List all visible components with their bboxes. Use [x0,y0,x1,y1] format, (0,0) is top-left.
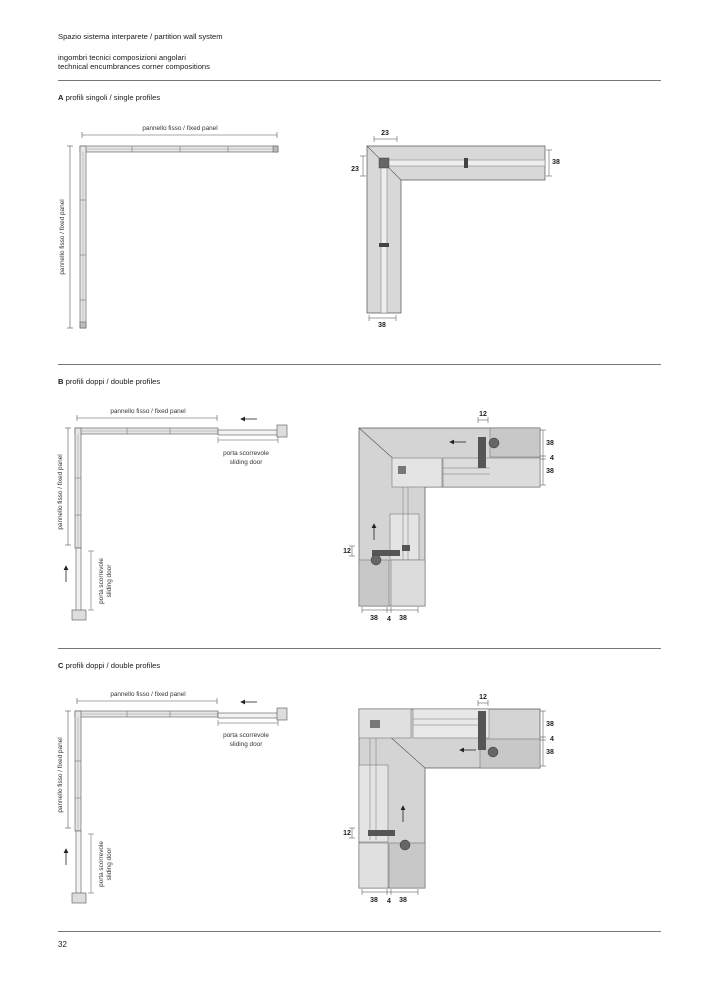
b-dim-r2: 4 [550,455,554,462]
b-label-sliding-it-v: porta scorrevole [98,558,105,604]
c-dim-top: 12 [479,694,487,701]
section-a-heading: A profili singoli / single profiles [58,93,161,102]
section-b-heading: B profili doppi / double profiles [58,377,161,386]
c-detail [343,694,554,905]
a-label-fixed-panel-left: pannello fisso / fixed panel [59,199,66,275]
page-number: 32 [58,940,67,949]
b-dim-b2: 4 [387,616,391,623]
doc-subtitle-en: technical encumbrances corner compositions [58,62,210,71]
a-dim-right: 38 [552,159,560,166]
c-dim-b3: 38 [399,897,407,904]
b-label-fixed-panel-top: pannello fisso / fixed panel [110,408,186,415]
b-dim-left: 12 [343,548,351,555]
b-label-sliding-en-v: sliding door [106,564,113,598]
section-c-heading: C profili doppi / double profiles [58,661,161,670]
b-detail [343,411,554,623]
c-dim-r3: 38 [546,749,554,756]
c-dim-left: 12 [343,830,351,837]
a-label-fixed-panel-top: pannello fisso / fixed panel [142,125,218,132]
a-dim-top: 23 [381,130,389,137]
c-dim-r1: 38 [546,721,554,728]
b-dim-r3: 38 [546,468,554,475]
doc-subtitle-it: ingombri tecnici composizioni angolari [58,53,186,62]
c-label-sliding-it: porta scorrevole [223,732,269,739]
c-label-sliding-en-v: sliding door [106,847,113,881]
a-dim-left: 23 [351,166,359,173]
b-schematic [57,408,287,620]
a-detail [351,130,560,329]
c-dim-r2: 4 [550,736,554,743]
c-dim-b2: 4 [387,898,391,905]
b-dim-b1: 38 [370,615,378,622]
c-label-fixed-panel-top: pannello fisso / fixed panel [110,691,186,698]
a-dim-bottom: 38 [378,322,386,329]
c-label-sliding-it-v: porta scorrevole [98,841,105,887]
doc-title: Spazio sistema interparete / partition wall system [58,32,223,41]
b-label-sliding-it: porta scorrevole [223,450,269,457]
b-dim-top: 12 [479,411,487,418]
a-schematic [59,125,278,328]
c-label-sliding-en: sliding door [229,741,263,748]
b-label-sliding-en: sliding door [229,459,263,466]
b-dim-r1: 38 [546,440,554,447]
c-label-fixed-panel-left: pannello fisso / fixed panel [57,737,64,813]
b-label-fixed-panel-left: pannello fisso / fixed panel [57,454,64,530]
c-dim-b1: 38 [370,897,378,904]
b-dim-b3: 38 [399,615,407,622]
c-schematic [57,691,287,903]
